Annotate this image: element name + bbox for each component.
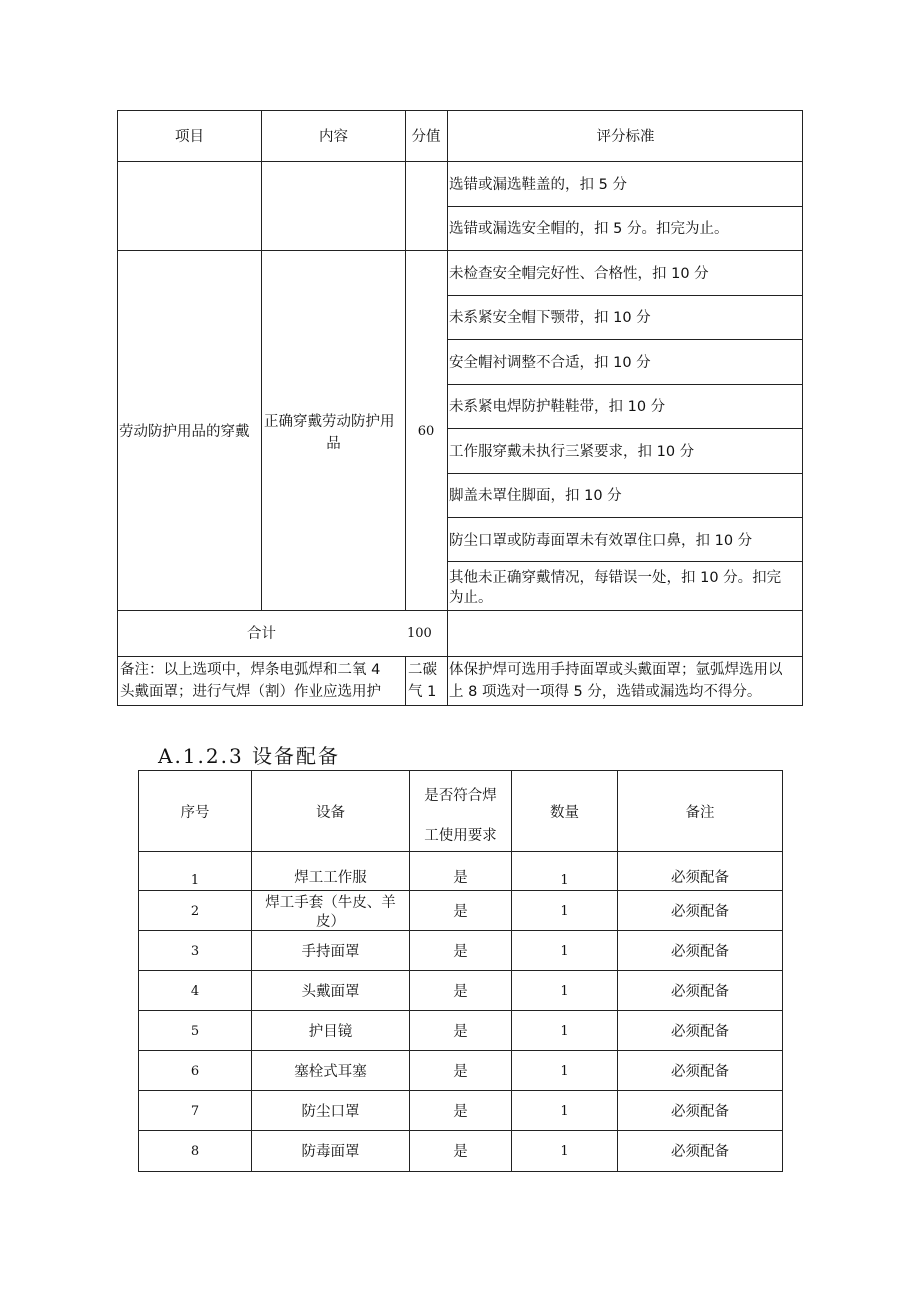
row-seq: 7 bbox=[190, 1104, 200, 1119]
row-remark: 必须配备 bbox=[671, 944, 729, 960]
row-equipment-overflow: 皮） bbox=[316, 914, 345, 929]
row-remark: 必须配备 bbox=[671, 984, 729, 1000]
row-seq: 8 bbox=[190, 1144, 200, 1159]
row-quantity: 1 bbox=[560, 944, 569, 959]
content-line: 品 bbox=[326, 436, 341, 452]
divider bbox=[447, 384, 802, 385]
row-remark: 必须配备 bbox=[671, 1144, 729, 1160]
criterion: 选错或漏选安全帽的，扣 5 分。扣完为止。 bbox=[449, 221, 729, 237]
divider bbox=[447, 206, 802, 207]
total-score: 100 bbox=[407, 626, 432, 641]
header-quantity: 数量 bbox=[550, 805, 579, 821]
row-compliant: 是 bbox=[453, 1104, 468, 1120]
divider bbox=[118, 610, 802, 611]
divider bbox=[261, 111, 262, 610]
row-compliant: 是 bbox=[453, 944, 468, 960]
row-quantity: 1 bbox=[560, 1144, 569, 1159]
total-label: 合计 bbox=[247, 626, 276, 642]
criterion: 未系紧电焊防护鞋鞋带，扣 10 分 bbox=[449, 399, 666, 415]
row-compliant: 是 bbox=[453, 984, 468, 1000]
row-equipment: 塞栓式耳塞 bbox=[294, 1064, 367, 1080]
criterion: 未检查安全帽完好性、合格性，扣 10 分 bbox=[449, 266, 709, 282]
header-item: 项目 bbox=[175, 129, 204, 145]
header-seq: 序号 bbox=[180, 805, 210, 821]
divider bbox=[139, 1010, 782, 1011]
scoring-table bbox=[117, 110, 803, 706]
row-seq: 2 bbox=[190, 904, 200, 919]
criterion: 其他未正确穿戴情况，每错误一处，扣 10 分。扣完 bbox=[449, 570, 782, 586]
row-remark: 必须配备 bbox=[671, 904, 729, 920]
divider bbox=[139, 1090, 782, 1091]
row-equipment: 护目镜 bbox=[308, 1024, 353, 1040]
row-quantity: 1 bbox=[560, 1024, 569, 1039]
note-text: 体保护焊可选用手持面罩或头戴面罩；氩弧焊选用以 bbox=[449, 662, 783, 678]
note-text: 上 8 项选对一项得 5 分，选错或漏选均不得分。 bbox=[449, 684, 762, 700]
divider bbox=[118, 161, 802, 162]
row-seq: 1 bbox=[190, 873, 200, 888]
divider bbox=[447, 473, 802, 474]
note-text: 备注：以上选项中，焊条电弧焊和二氧 4 bbox=[120, 662, 381, 678]
divider bbox=[405, 111, 406, 610]
note-text: 二碳 bbox=[408, 662, 437, 678]
row-remark: 必须配备 bbox=[671, 1064, 729, 1080]
divider bbox=[139, 1050, 782, 1051]
divider bbox=[139, 970, 782, 971]
criterion: 选错或漏选鞋盖的，扣 5 分 bbox=[449, 177, 627, 193]
divider bbox=[447, 517, 802, 518]
item-label: 劳动防护用品的穿戴 bbox=[119, 424, 250, 440]
row-seq: 3 bbox=[190, 944, 200, 959]
criterion: 工作服穿戴未执行三紧要求，扣 10 分 bbox=[449, 444, 695, 460]
divider bbox=[447, 111, 448, 705]
row-compliant: 是 bbox=[453, 870, 468, 886]
divider bbox=[447, 295, 802, 296]
divider bbox=[139, 1130, 782, 1131]
content-line: 正确穿戴劳动防护用 bbox=[264, 414, 395, 430]
row-quantity: 1 bbox=[560, 873, 569, 888]
header-content: 内容 bbox=[319, 129, 348, 145]
row-seq: 4 bbox=[190, 984, 200, 999]
criterion: 未系紧安全帽下颚带，扣 10 分 bbox=[449, 310, 651, 326]
row-equipment: 防毒面罩 bbox=[301, 1144, 360, 1160]
row-seq: 6 bbox=[190, 1064, 200, 1079]
criterion: 为止。 bbox=[449, 590, 493, 606]
divider bbox=[118, 656, 802, 657]
row-quantity: 1 bbox=[560, 1064, 569, 1079]
divider bbox=[447, 339, 802, 340]
row-compliant: 是 bbox=[453, 1144, 468, 1160]
divider bbox=[447, 428, 802, 429]
row-seq: 5 bbox=[190, 1024, 200, 1039]
header-remark: 备注 bbox=[685, 805, 715, 821]
row-quantity: 1 bbox=[560, 984, 569, 999]
header-compliant: 工使用要求 bbox=[424, 828, 497, 844]
divider bbox=[447, 561, 802, 562]
equipment-table bbox=[138, 770, 783, 1172]
header-score: 分值 bbox=[411, 129, 441, 145]
row-remark: 必须配备 bbox=[671, 870, 729, 886]
note-text: 头戴面罩；进行气焊（割）作业应选用护 bbox=[120, 684, 381, 700]
header-criteria: 评分标准 bbox=[596, 129, 655, 145]
row-compliant: 是 bbox=[453, 904, 468, 920]
row-quantity: 1 bbox=[560, 904, 569, 919]
criterion: 防尘口罩或防毒面罩未有效罩住口鼻，扣 10 分 bbox=[449, 533, 753, 549]
score-value: 60 bbox=[417, 424, 435, 439]
row-equipment: 焊工手套（牛皮、羊 bbox=[265, 895, 396, 911]
row-equipment: 头戴面罩 bbox=[301, 984, 360, 1000]
criterion: 脚盖未罩住脚面，扣 10 分 bbox=[449, 488, 622, 504]
section-heading: A.1.2.3 设备配备 bbox=[158, 744, 341, 768]
row-quantity: 1 bbox=[560, 1104, 569, 1119]
header-compliant: 是否符合焊 bbox=[424, 788, 497, 804]
header-equipment: 设备 bbox=[316, 805, 345, 821]
row-compliant: 是 bbox=[453, 1064, 468, 1080]
divider bbox=[139, 930, 782, 931]
row-equipment: 手持面罩 bbox=[301, 944, 360, 960]
row-equipment: 焊工工作服 bbox=[294, 870, 367, 886]
divider bbox=[118, 250, 802, 251]
row-remark: 必须配备 bbox=[671, 1024, 729, 1040]
row-equipment: 防尘口罩 bbox=[301, 1104, 360, 1120]
row-remark: 必须配备 bbox=[671, 1104, 729, 1120]
note-text: 气 1 bbox=[408, 684, 437, 700]
criterion: 安全帽衬调整不合适，扣 10 分 bbox=[449, 355, 651, 371]
row-compliant: 是 bbox=[453, 1024, 468, 1040]
divider bbox=[405, 657, 406, 705]
divider bbox=[139, 851, 782, 852]
